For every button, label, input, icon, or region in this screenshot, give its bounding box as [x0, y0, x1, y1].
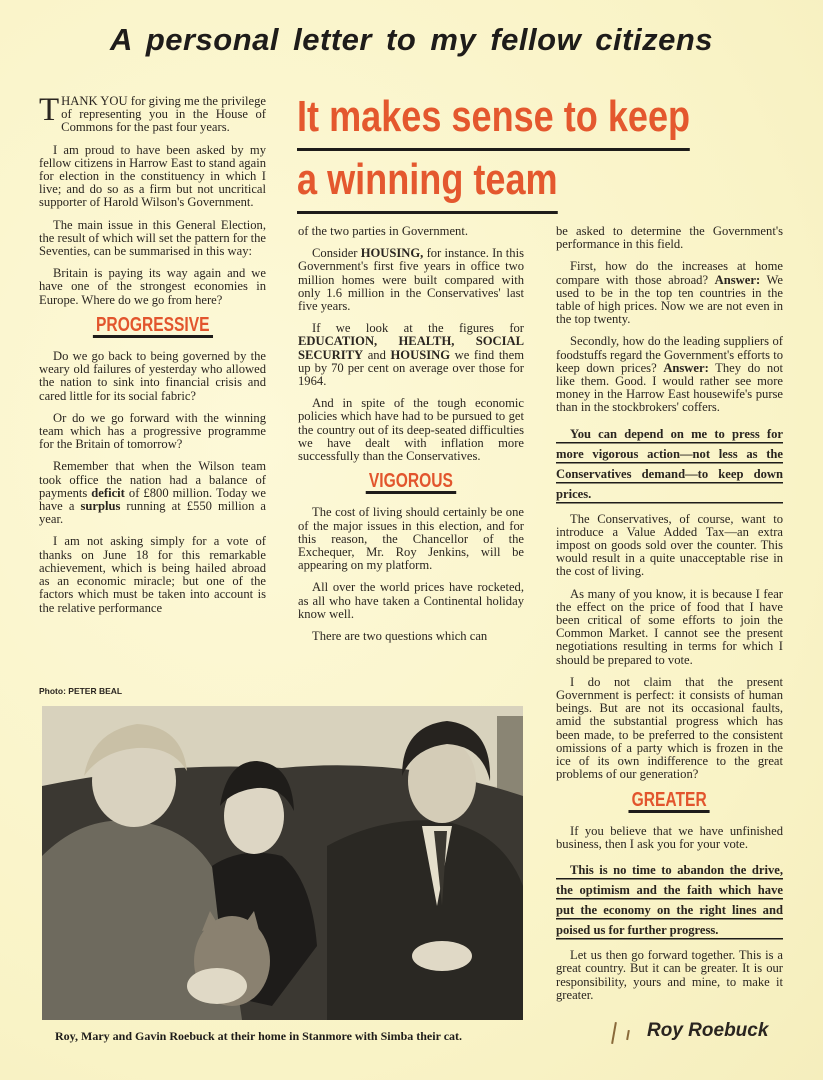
photo-caption: Roy, Mary and Gavin Roebuck at their home in Stanmore with Simba their cat. — [55, 1029, 463, 1043]
paragraph: If you believe that we have unfinished business, then I ask you for your vote. — [556, 823, 783, 851]
photo-credit: Photo: PETER BEAL — [39, 686, 123, 696]
paragraph: Let us then go forward together. This is a great country. But it can be greater. It is our responsibility, yours and mine, to make it greater. — [556, 948, 783, 1002]
paragraph: Or do we go forward with the winning team which has a progressive programme for the Britain of tomorrow? — [39, 410, 266, 452]
pen-mark — [611, 1022, 617, 1044]
paragraph: As many of you know, it is because I fear the effect on the price of food that I have been critical of some efforts to join the Common Market. I cannot see the present negotiations resulting in terms for which I should be prepared to vote. — [556, 586, 783, 667]
paragraph: The Conservatives, of course, want to introduce a Value Added Tax—an extra impost on goods sold over the counter. This would result in a quite unacceptable rise in the cost of living. — [556, 511, 783, 579]
subhead-progressive: PROGRESSIVE — [39, 319, 266, 338]
headline-line-2: a winning team — [297, 151, 558, 214]
signature: Roy Roebuck — [647, 1020, 769, 1041]
paragraph: The main issue in this General Election, the result of which will set the pattern for the Seventies, can be summarised in this way: — [39, 217, 266, 259]
paragraph: of the two parties in Government. — [298, 224, 468, 238]
paragraph: The cost of living should certainly be one of the major issues in this election, and for this reason, the Chancellor of the Exchequer, Mr. Roy Jenkins, will be appearing on my platform. — [298, 505, 524, 573]
drop-cap: T — [39, 92, 60, 128]
pledge-cost-of-living: You can depend on me to press for more vigorous action—not less as the Conservatives demand—to keep down prices. — [556, 424, 783, 504]
paragraph: be asked to determine the Government's performance in this field. — [556, 224, 783, 252]
pledge-progress: This is no time to abandon the drive, the optimism and the faith which have put the economy on the right lines and poised us for further progress. — [556, 860, 783, 940]
column-3 — [556, 225, 783, 1011]
main-headline — [297, 88, 797, 214]
headline-line-1: It makes sense to keep — [297, 88, 690, 151]
paragraph: Do we go back to being governed by the weary old failures of yesterday who allowed the nation to sink into financial crisis and cared little for its social fabric? — [39, 349, 266, 403]
family-photo — [42, 706, 523, 1020]
paragraph: First, how do the increases at home compare with those abroad? Answer: We used to be in the top ten countries in the table of high prices. Now we are not even in the top twenty. — [556, 259, 784, 327]
paragraph: I do not claim that the present Government is perfect: it consists of human beings. But are not its occasional faults, amid the substantial progress which has been made, to be preferred to the consistent omissions of a party which is frozen in the ice of its own indifference to the great problems of our generation? — [556, 674, 783, 782]
column-1 — [39, 92, 266, 624]
subhead-greater: GREATER — [556, 794, 783, 813]
paragraph: Secondly, how do the leading suppliers of foodstuffs regard the Government's efforts to keep down prices? Answer: They do not like them. Good. I would rather see more money in the Harrow East housewife's purse than in the stockbrokers' coffers. — [556, 334, 783, 415]
column-2 — [298, 225, 524, 652]
subhead-vigorous: VIGOROUS — [298, 475, 524, 494]
paragraph: Remember that when the Wilson team took office the nation had a balance of payments deficit of £800 million. Today we have a surplus running at £550 million a year. — [39, 459, 266, 527]
paragraph: Consider HOUSING, for instance. In this Government's first five years in office two million homes were built compared with only 1.6 million in the Conservatives' last five years. — [298, 246, 525, 314]
paragraph: THANK YOU for giving me the privilege of representing you in the House of Commons for the past four years. — [39, 92, 266, 135]
family-photo-image — [42, 706, 523, 1020]
paragraph: There are two questions which can — [312, 629, 488, 644]
paragraph: All over the world prices have rocketed, as all who have taken a Continental holiday know well. — [298, 580, 524, 621]
paragraph: I am not asking simply for a vote of thanks on June 18 for this remarkable achievement, which is being hailed abroad as an economic miracle; but one of the factors which must be taken into account is the relative performance — [39, 534, 266, 615]
pen-mark — [626, 1030, 629, 1040]
paragraph: I am proud to have been asked by my fellow citizens in Harrow East to stand again for election in the constituency in which I live; and do so as a firm but not uncritical supporter of Harold Wilson's Government. — [39, 142, 266, 210]
paragraph: Britain is paying its way again and we have one of the strongest economies in Europe. Where do we go from here? — [39, 266, 266, 307]
paragraph: If we look at the figures for EDUCATION, HEALTH, SOCIAL SECURITY and HOUSING we find them up by 70 per cent on average over those for 1964. — [298, 321, 524, 389]
page-title: A personal letter to my fellow citizens — [109, 22, 714, 57]
paragraph: And in spite of the tough economic policies which have had to be pursued to get the country out of its deep-seated difficulties we have dealt with inflation more successfully than the Conservatives. — [298, 396, 524, 464]
